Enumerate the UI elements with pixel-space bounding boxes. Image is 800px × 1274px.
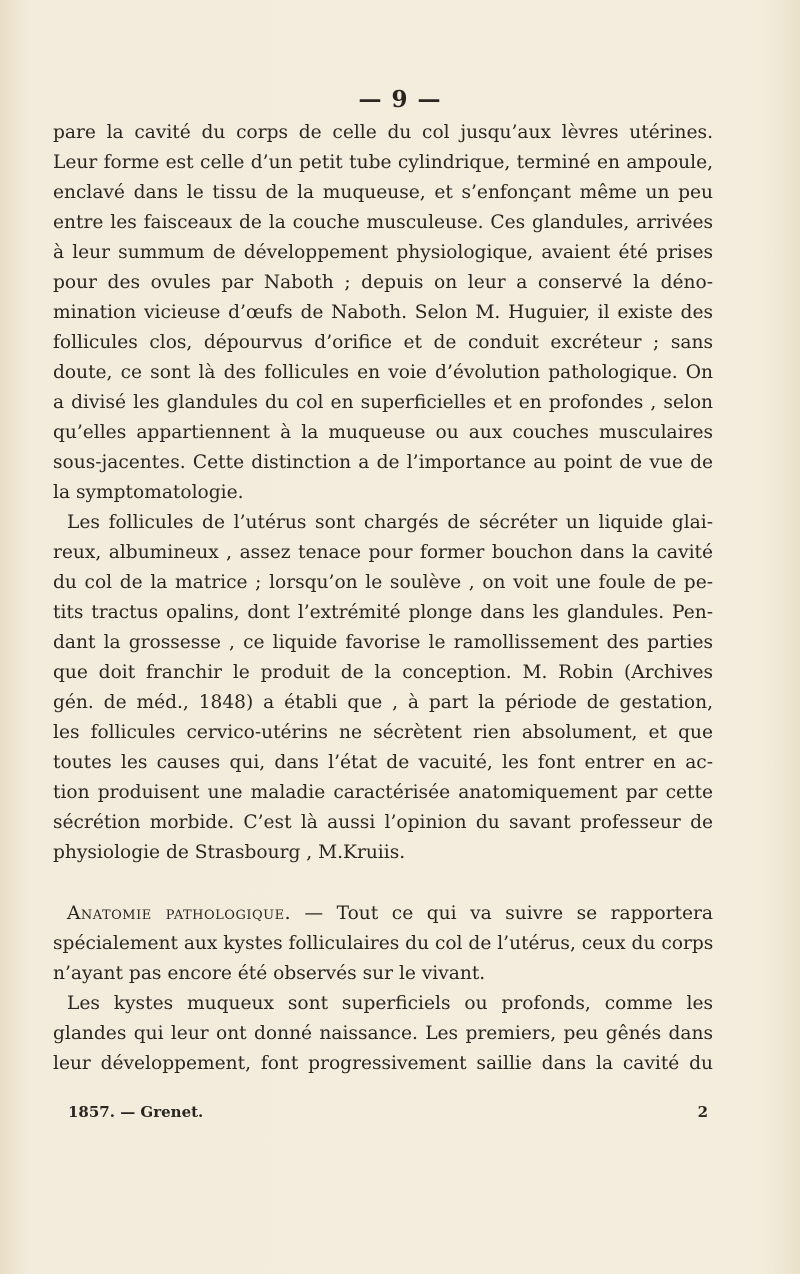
signature-mark: 2 <box>697 1103 708 1121</box>
text-line: glandes qui leur ont donné naissance. Les premiers, peu gênés dans <box>53 1023 713 1044</box>
text-line: du col de la matrice ; lorsqu’on le soulève , on voit une foule de pe- <box>53 572 713 593</box>
text-line: la symptomatologie. <box>53 482 244 503</box>
paragraph-2 <box>53 508 713 868</box>
text-line: toutes les causes qui, dans l’état de vacuité, les font entrer en ac- <box>53 752 713 773</box>
text-line: Anatomie pathologique. — Tout ce qui va suivre se rapportera <box>67 903 713 924</box>
text-line: que doit franchir le produit de la conception. M. Robin (Archives <box>53 662 713 683</box>
text-line: doute, ce sont là des follicules en voie d’évolution pathologique. On <box>53 362 713 383</box>
text-line: mination vicieuse d’œufs de Naboth. Selon M. Huguier, il existe des <box>53 302 713 323</box>
printer-signature: 1857. — Grenet. <box>68 1103 204 1121</box>
text-line: n’ayant pas encore été observés sur le vivant. <box>53 963 486 984</box>
text-line: a divisé les glandules du col en superficielles et en profondes , selon <box>53 392 713 413</box>
text-line: tits tractus opalins, dont l’extrémité plonge dans les glandules. Pen- <box>53 602 713 623</box>
body-text <box>53 118 713 1079</box>
text-line: sécrétion morbide. C’est là aussi l’opinion du savant professeur de <box>53 812 713 833</box>
text-line: qu’elles appartiennent à la muqueuse ou aux couches musculaires <box>53 422 713 443</box>
text-line: pare la cavité du corps de celle du col jusqu’aux lèvres utérines. <box>53 122 713 143</box>
text-line: entre les faisceaux de la couche musculeuse. Ces glandules, arrivées <box>53 212 713 233</box>
text-line: follicules clos, dépourvus d’orifice et de conduit excréteur ; sans <box>53 332 713 353</box>
text-line: reux, albumineux , assez tenace pour former bouchon dans la cavité <box>53 542 713 563</box>
text-line: à leur summum de développement physiologique, avaient été prises <box>53 242 713 263</box>
text-line: sous-jacentes. Cette distinction a de l’importance au point de vue de <box>53 452 713 473</box>
section-gap <box>53 868 713 899</box>
text-line: les follicules cervico-utérins ne sécrètent rien absolument, et que <box>53 722 713 743</box>
text-line: Les follicules de l’utérus sont chargés de sécréter un liquide glai- <box>67 512 713 533</box>
text-line: Les kystes muqueux sont superficiels ou profonds, comme les <box>67 993 713 1014</box>
paragraph-4 <box>53 989 713 1079</box>
text-line: spécialement aux kystes folliculaires du col de l’utérus, ceux du corps <box>53 933 714 954</box>
text-line: pour des ovules par Naboth ; depuis on leur a conservé la déno- <box>53 272 713 293</box>
text-line: leur développement, font progressivement saillie dans la cavité du <box>53 1053 713 1074</box>
page-number-header: — 9 — <box>358 86 442 113</box>
text-line: gén. de méd., 1848) a établi que , à part la période de gestation, <box>53 692 713 713</box>
text-line: Leur forme est celle d’un petit tube cylindrique, terminé en ampoule, <box>53 152 713 173</box>
section-heading: Anatomie pathologique. <box>67 903 291 924</box>
text-line: dant la grossesse , ce liquide favorise le ramollissement des parties <box>53 632 713 653</box>
text-line: enclavé dans le tissu de la muqueuse, et s’enfonçant même un peu <box>53 182 713 203</box>
text-line: tion produisent une maladie caractérisée anatomiquement par cette <box>53 782 713 803</box>
paragraph-3 <box>53 899 713 989</box>
text-line: physiologie de Strasbourg , M.Kruiis. <box>53 842 406 863</box>
paragraph-1 <box>53 118 713 508</box>
